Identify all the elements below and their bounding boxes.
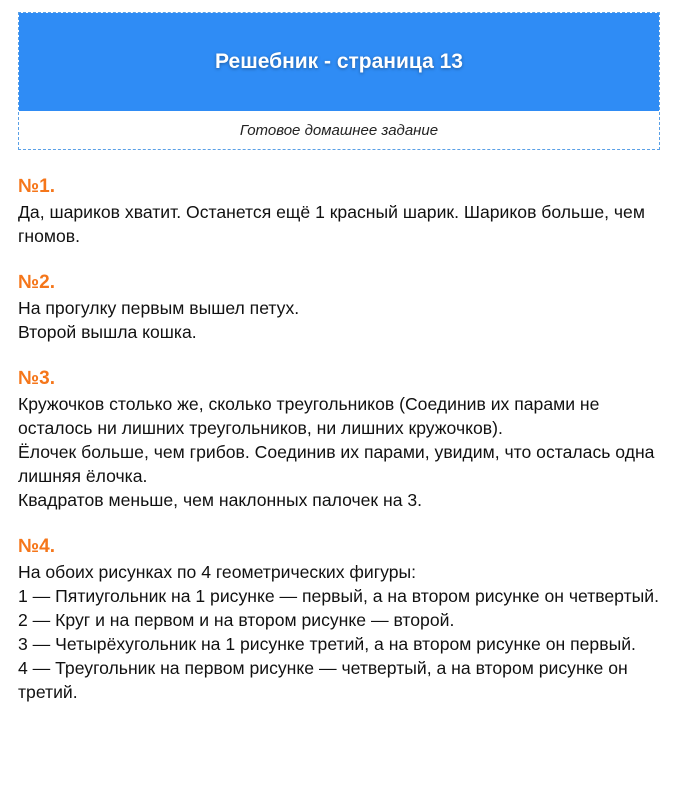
task-number: №4. bbox=[18, 536, 56, 557]
task-answer-line: Ёлочек больше, чем грибов. Соединив их парами, увидим, что осталась одна лишняя ёлочка. bbox=[18, 442, 655, 486]
task-answer-line: Квадратов меньше, чем наклонных палочек на 3. bbox=[18, 490, 423, 510]
task-4 bbox=[18, 534, 668, 704]
task-answer-line: 2 — Круг и на первом и на втором рисунке — второй. bbox=[18, 610, 455, 630]
task-answer-line: На обоих рисунках по 4 геометрических фигуры: bbox=[18, 562, 417, 582]
task-2 bbox=[18, 270, 668, 344]
task-number: №3. bbox=[18, 368, 56, 389]
page-title: Решебник - страница 13 bbox=[215, 50, 463, 73]
page-subtitle: Готовое домашнее задание bbox=[239, 121, 439, 139]
task-answer-line: 1 — Пятиугольник на 1 рисунке — первый, а на втором рисунке он четвертый. bbox=[18, 586, 660, 606]
solutions-content bbox=[18, 174, 668, 726]
header-box bbox=[18, 12, 660, 150]
task-answer-line: Второй вышла кошка. bbox=[18, 322, 197, 342]
task-answer-line: Кружочков столько же, сколько треугольников (Соединив их парами не осталось ни лишних треугольников, ни лишних кружочков). bbox=[18, 394, 600, 438]
task-1 bbox=[18, 174, 668, 248]
header-banner bbox=[19, 13, 659, 111]
task-number: №1. bbox=[18, 176, 56, 197]
task-number: №2. bbox=[18, 272, 56, 293]
task-answer-line: 4 — Треугольник на первом рисунке — четвертый, а на втором рисунке он третий. bbox=[18, 658, 628, 702]
task-answer-line: Да, шариков хватит. Останется ещё 1 красный шарик. Шариков больше, чем гномов. bbox=[18, 202, 645, 246]
task-answer-line: 3 — Четырёхугольник на 1 рисунке третий, а на втором рисунке он первый. bbox=[18, 634, 636, 654]
task-answer-line: На прогулку первым вышел петух. bbox=[18, 298, 300, 318]
task-3 bbox=[18, 366, 668, 512]
